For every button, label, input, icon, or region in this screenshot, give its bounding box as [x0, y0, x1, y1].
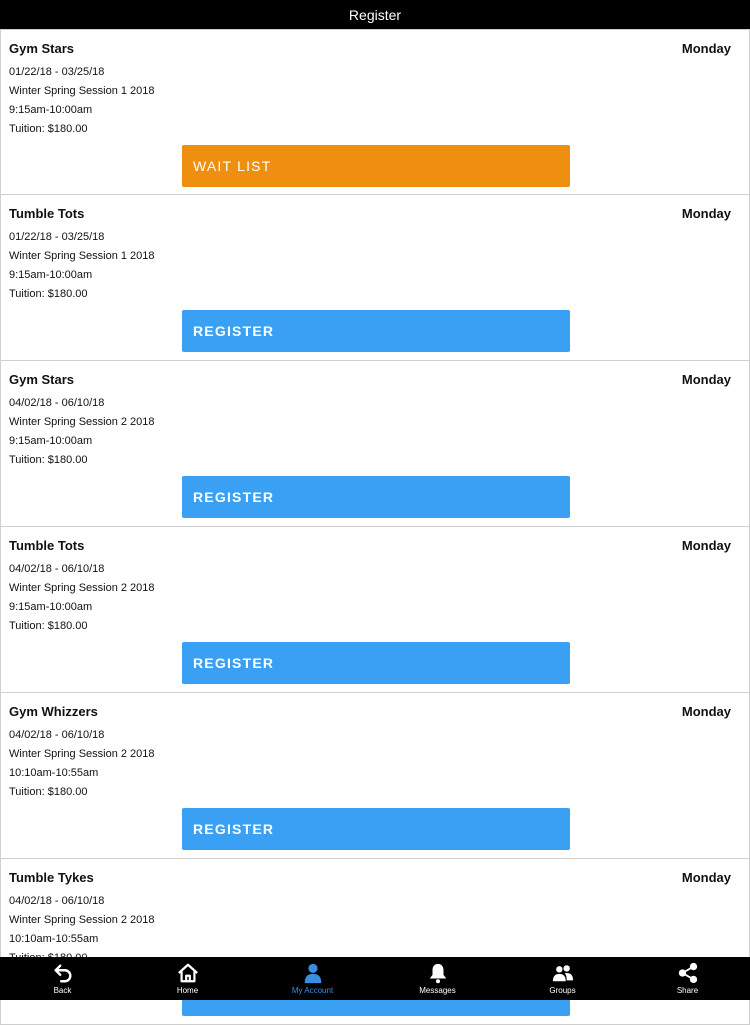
tab-label: Messages — [419, 986, 456, 995]
home-icon — [177, 962, 199, 984]
class-name: Gym Stars — [9, 41, 75, 56]
tab-label: Back — [53, 986, 72, 995]
class-name: Tumble Tykes — [9, 870, 94, 885]
tab-my-account[interactable] — [250, 957, 375, 1000]
register-button[interactable]: REGISTER — [182, 642, 570, 684]
date-range: 04/02/18 - 06/10/18 — [9, 729, 105, 741]
register-button[interactable]: REGISTER — [182, 310, 570, 352]
tab-label: Groups — [549, 986, 576, 995]
date-range: 04/02/18 - 06/10/18 — [9, 563, 105, 575]
class-name: Gym Stars — [9, 372, 75, 387]
class-day: Monday — [681, 704, 731, 719]
tab-back[interactable] — [0, 957, 125, 1000]
class-day: Monday — [681, 372, 731, 387]
tab-label: Share — [676, 986, 699, 995]
tab-label: My Account — [291, 986, 334, 995]
session-list[interactable] — [0, 29, 750, 957]
tuition: Tuition: $180.00 — [9, 620, 88, 632]
session-name: Winter Spring Session 1 2018 — [9, 85, 155, 97]
date-range: 01/22/18 - 03/25/18 — [9, 66, 105, 78]
back-arrow-icon — [52, 962, 74, 984]
session-name: Winter Spring Session 1 2018 — [9, 250, 155, 262]
class-time: 10:10am-10:55am — [9, 933, 99, 945]
tuition: Tuition: $180.00 — [9, 786, 88, 798]
top-bar — [0, 0, 750, 29]
register-button[interactable]: REGISTER — [182, 808, 570, 850]
tab-groups[interactable] — [500, 957, 625, 1000]
session-card — [0, 29, 750, 195]
tab-home[interactable] — [125, 957, 250, 1000]
class-name: Tumble Tots — [9, 538, 85, 553]
wait-list-button[interactable]: WAIT LIST — [182, 145, 570, 187]
class-name: Tumble Tots — [9, 206, 85, 221]
session-name: Winter Spring Session 2 2018 — [9, 416, 155, 428]
bell-icon — [427, 962, 449, 984]
session-name: Winter Spring Session 2 2018 — [9, 582, 155, 594]
class-time: 9:15am-10:00am — [9, 601, 93, 613]
bottom-tab-bar — [0, 957, 750, 1000]
group-icon — [552, 962, 574, 984]
date-range: 04/02/18 - 06/10/18 — [9, 895, 105, 907]
session-card — [0, 859, 750, 1025]
tab-label: Home — [176, 986, 199, 995]
class-name: Gym Whizzers — [9, 704, 98, 719]
class-day: Monday — [681, 41, 731, 56]
tab-share[interactable] — [625, 957, 750, 1000]
class-time: 10:10am-10:55am — [9, 767, 99, 779]
tuition: Tuition: $180.00 — [9, 288, 88, 300]
class-time: 9:15am-10:00am — [9, 435, 93, 447]
session-name: Winter Spring Session 2 2018 — [9, 748, 155, 760]
session-name: Winter Spring Session 2 2018 — [9, 914, 155, 926]
page-title: Register — [348, 6, 402, 23]
date-range: 04/02/18 - 06/10/18 — [9, 397, 105, 409]
session-card — [0, 693, 750, 859]
session-card — [0, 195, 750, 361]
date-range: 01/22/18 - 03/25/18 — [9, 231, 105, 243]
session-card — [0, 361, 750, 527]
session-card — [0, 527, 750, 693]
class-day: Monday — [681, 206, 731, 221]
class-day: Monday — [681, 870, 731, 885]
class-time: 9:15am-10:00am — [9, 269, 93, 281]
class-time: 9:15am-10:00am — [9, 104, 93, 116]
tuition: Tuition: $180.00 — [9, 454, 88, 466]
tab-messages[interactable] — [375, 957, 500, 1000]
tuition: Tuition: $180.00 — [9, 123, 88, 135]
class-day: Monday — [681, 538, 731, 553]
register-button[interactable]: REGISTER — [182, 476, 570, 518]
person-icon — [302, 962, 324, 984]
share-icon — [677, 962, 699, 984]
